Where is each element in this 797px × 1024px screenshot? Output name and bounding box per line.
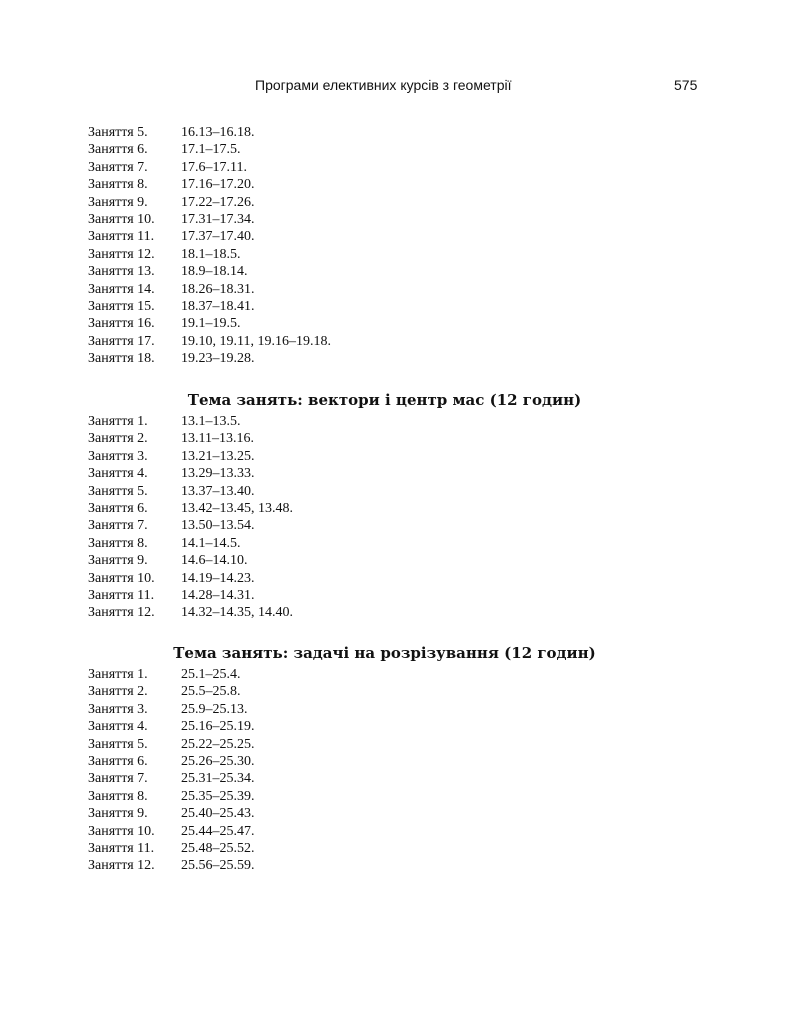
task-range: 18.37–18.41. — [181, 298, 255, 314]
lesson-row — [88, 666, 688, 683]
task-range: 25.40–25.43. — [181, 806, 255, 822]
task-range: 16.13–16.18. — [181, 125, 255, 140]
task-range: 13.37–13.40. — [181, 483, 255, 499]
lesson-row — [88, 805, 688, 822]
lesson-label: Заняття 12. — [88, 246, 155, 262]
lesson-row — [88, 194, 688, 211]
lesson-row — [88, 298, 688, 315]
lesson-label: Заняття 2. — [88, 431, 148, 447]
lesson-label: Заняття 5. — [88, 483, 148, 499]
lesson-label: Заняття 16. — [88, 316, 155, 332]
lesson-label: Заняття 3. — [88, 701, 148, 717]
header-title: Програми елективних курсів з геометрії — [255, 77, 512, 93]
page-number: 575 — [674, 77, 698, 93]
task-range: 25.56–25.59. — [181, 858, 255, 874]
task-range: 19.23–19.28. — [181, 351, 255, 367]
task-range: 25.9–25.13. — [181, 701, 248, 717]
lesson-label: Заняття 1. — [88, 667, 148, 682]
task-range: 17.6–17.11. — [181, 159, 247, 175]
task-range: 25.26–25.30. — [181, 753, 255, 769]
lesson-label: Заняття 12. — [88, 858, 155, 874]
lesson-label: Заняття 7. — [88, 518, 148, 534]
lesson-row — [88, 718, 688, 735]
task-range: 13.50–13.54. — [181, 518, 255, 534]
lesson-row — [88, 211, 688, 228]
lesson-row — [88, 840, 688, 857]
lesson-label: Заняття 15. — [88, 298, 155, 314]
task-range: 18.1–18.5. — [181, 246, 241, 262]
lesson-row — [88, 683, 688, 700]
task-range: 25.31–25.34. — [181, 771, 255, 787]
lesson-row — [88, 770, 688, 787]
task-range: 14.28–14.31. — [181, 587, 255, 603]
lesson-label: Заняття 6. — [88, 500, 148, 516]
task-range: 14.1–14.5. — [181, 535, 241, 551]
section-heading-text: Тема занять: вектори і центр мас (12 годин) — [187, 391, 582, 409]
lesson-label: Заняття 13. — [88, 264, 155, 280]
lesson-row — [88, 604, 688, 621]
lesson-row — [88, 535, 688, 552]
task-range: 17.1–17.5. — [181, 142, 241, 158]
lesson-row — [88, 587, 688, 604]
task-range: 13.11–13.16. — [181, 431, 254, 447]
lesson-row — [88, 753, 688, 770]
lesson-label: Заняття 5. — [88, 125, 148, 140]
lesson-label: Заняття 4. — [88, 466, 148, 482]
lesson-label: Заняття 2. — [88, 684, 148, 700]
task-range: 17.31–17.34. — [181, 211, 255, 227]
lesson-label: Заняття 9. — [88, 194, 148, 210]
lesson-row — [88, 159, 688, 176]
lesson-row — [88, 281, 688, 298]
lesson-label: Заняття 8. — [88, 535, 148, 551]
lesson-row — [88, 701, 688, 718]
lesson-row — [88, 263, 688, 280]
lesson-row — [88, 413, 688, 430]
lesson-row — [88, 788, 688, 805]
lesson-label: Заняття 10. — [88, 570, 155, 586]
lesson-label: Заняття 5. — [88, 736, 148, 752]
section-heading-cutting — [0, 643, 797, 663]
task-range: 13.1–13.5. — [181, 414, 241, 429]
task-range: 17.16–17.20. — [181, 177, 255, 193]
lesson-label: Заняття 12. — [88, 605, 155, 621]
lesson-row — [88, 483, 688, 500]
lesson-label: Заняття 10. — [88, 211, 155, 227]
task-range: 25.44–25.47. — [181, 823, 255, 839]
lesson-label: Заняття 7. — [88, 771, 148, 787]
task-range: 25.22–25.25. — [181, 736, 255, 752]
lesson-row — [88, 141, 688, 158]
task-range: 14.32–14.35, 14.40. — [181, 605, 293, 621]
lesson-list-continued — [88, 124, 688, 367]
lesson-label: Заняття 8. — [88, 177, 148, 193]
task-range: 19.10, 19.11, 19.16–19.18. — [181, 333, 331, 349]
lesson-label: Заняття 11. — [88, 587, 155, 603]
lesson-row — [88, 570, 688, 587]
lesson-row — [88, 350, 688, 367]
task-range: 18.26–18.31. — [181, 281, 255, 297]
section-heading-text: Тема занять: задачі на розрізування (12 годин) — [173, 644, 596, 662]
lesson-row — [88, 552, 688, 569]
task-range: 25.16–25.19. — [181, 719, 255, 735]
lesson-label: Заняття 7. — [88, 159, 148, 175]
lesson-label: Заняття 4. — [88, 719, 148, 735]
task-range: 13.29–13.33. — [181, 466, 255, 482]
lesson-label: Заняття 11. — [88, 229, 155, 245]
lesson-label: Заняття 1. — [88, 414, 148, 429]
lesson-label: Заняття 3. — [88, 448, 148, 464]
task-range: 14.19–14.23. — [181, 570, 255, 586]
lesson-label: Заняття 18. — [88, 351, 155, 367]
section-heading-vectors — [0, 390, 797, 410]
task-range: 25.35–25.39. — [181, 788, 255, 804]
lesson-label: Заняття 9. — [88, 553, 148, 569]
lesson-row — [88, 823, 688, 840]
lesson-row — [88, 517, 688, 534]
running-header — [0, 77, 797, 95]
lesson-row — [88, 448, 688, 465]
lesson-row — [88, 333, 688, 350]
task-range: 19.1–19.5. — [181, 316, 241, 332]
lesson-label: Заняття 10. — [88, 823, 155, 839]
lesson-row — [88, 736, 688, 753]
lesson-label: Заняття 14. — [88, 281, 155, 297]
lesson-label: Заняття 6. — [88, 753, 148, 769]
lesson-row — [88, 246, 688, 263]
lesson-label: Заняття 8. — [88, 788, 148, 804]
lesson-row — [88, 857, 688, 874]
task-range: 25.1–25.4. — [181, 667, 241, 682]
lesson-row — [88, 500, 688, 517]
lesson-label: Заняття 11. — [88, 840, 155, 856]
lesson-row — [88, 124, 688, 141]
lesson-row — [88, 315, 688, 332]
lesson-list-cutting — [88, 666, 688, 875]
lesson-label: Заняття 6. — [88, 142, 148, 158]
lesson-row — [88, 176, 688, 193]
task-range: 14.6–14.10. — [181, 553, 248, 569]
lesson-row — [88, 228, 688, 245]
lesson-label: Заняття 17. — [88, 333, 155, 349]
task-range: 18.9–18.14. — [181, 264, 248, 280]
lesson-list-vectors — [88, 413, 688, 622]
lesson-row — [88, 430, 688, 447]
lesson-row — [88, 465, 688, 482]
task-range: 13.42–13.45, 13.48. — [181, 500, 293, 516]
task-range: 25.5–25.8. — [181, 684, 241, 700]
task-range: 17.37–17.40. — [181, 229, 255, 245]
task-range: 25.48–25.52. — [181, 840, 255, 856]
task-range: 17.22–17.26. — [181, 194, 255, 210]
lesson-label: Заняття 9. — [88, 806, 148, 822]
task-range: 13.21–13.25. — [181, 448, 255, 464]
